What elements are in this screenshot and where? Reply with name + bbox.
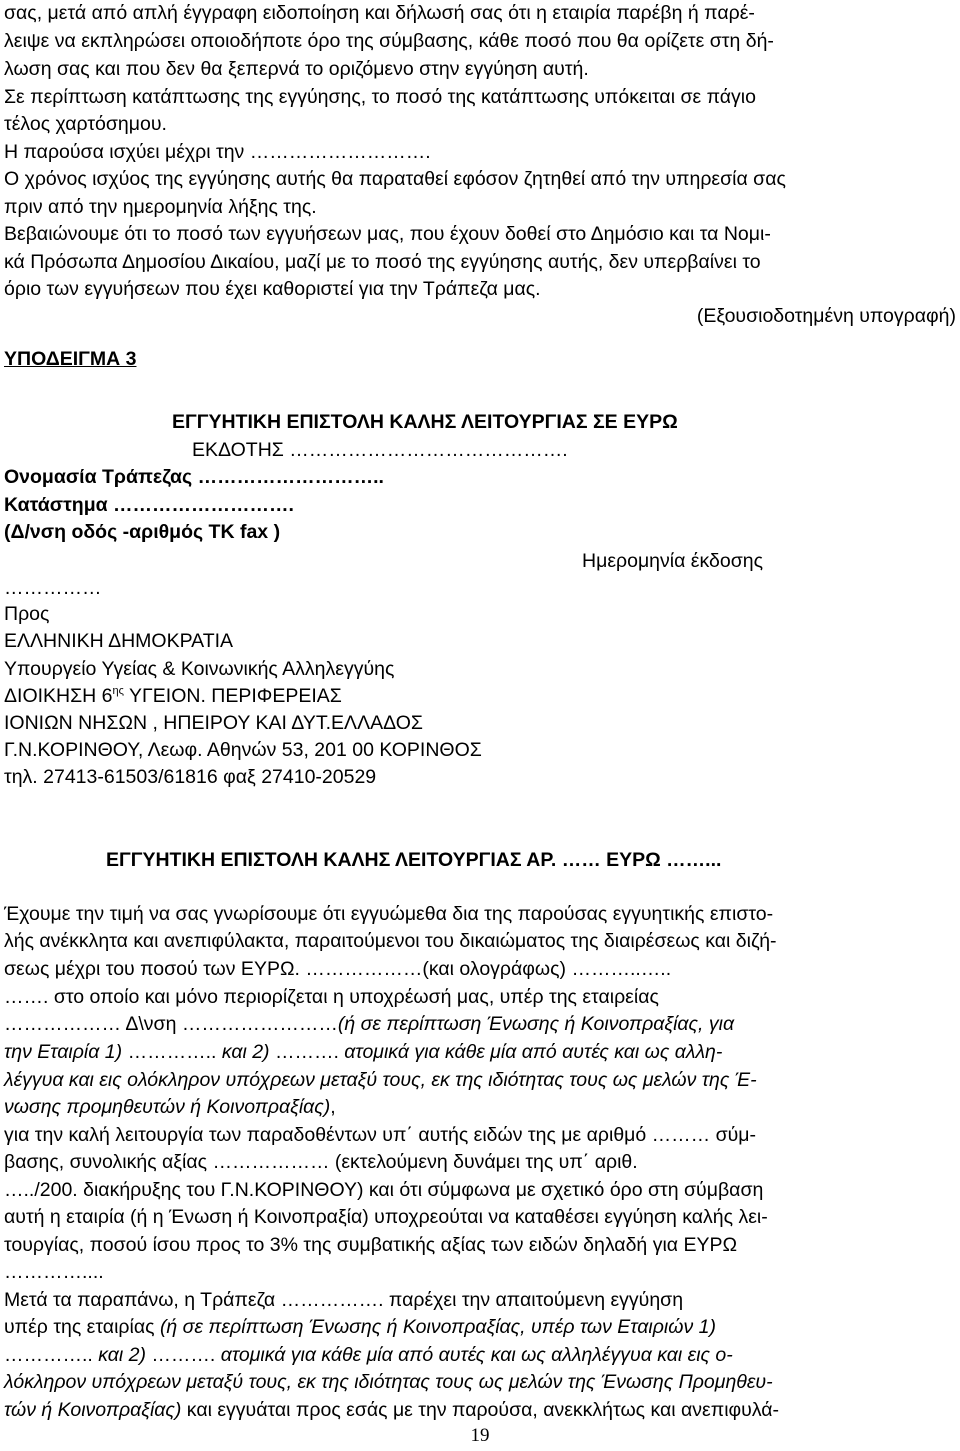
paragraph-line: όριο των εγγυήσεων που έχει καθοριστεί για την Τράπεζα μας. [4, 278, 541, 300]
body-italic-text: και 2) [92, 1344, 152, 1366]
recipient-line: ΕΛΛΗΝΙΚΗ ΔΗΜΟΚΡΑΤΙΑ [4, 630, 234, 652]
body-line [4, 1397, 779, 1424]
paragraph-line: Ο χρόνος ισχύος της εγγύησης αυτής θα παραταθεί εφόσον ζητηθεί από την υπηρεσία σας [4, 168, 786, 190]
body-line: ………….... [4, 1261, 104, 1283]
body-line: Μετά τα παραπάνω, η Τράπεζα ……………. παρέχει την απαιτούμενη εγγύηση [4, 1289, 684, 1311]
bank-name-line: Ονομασία Τράπεζας ……………………….. [4, 466, 384, 488]
recipient-line: τηλ. 27413-61503/61816 φαξ 27410-20529 [4, 766, 377, 788]
body-italic-text: τών ή Κοινοπραξίας) [4, 1399, 182, 1421]
body-line [4, 1342, 733, 1369]
paragraph-line: τέλος χαρτόσημου. [4, 113, 167, 135]
recipient-line: ΙΟΝΙΩΝ ΝΗΣΩΝ , ΗΠΕΙΡΟΥ ΚΑΙ ΔΥΤ.ΕΛΛΑΔΟΣ [4, 712, 423, 734]
validity-line: Η παρούσα ισχύει μέχρι την ………………………. [4, 141, 431, 163]
body-line: …../200. διακήρυξης του Γ.Ν.ΚΟΡΙΝΘΟΥ) και ότι σύμφωνα με σχετικό όρο στη σύμβαση [4, 1179, 764, 1201]
recipient-line: Γ.Ν.ΚΟΡΙΝΘΟΥ, Λεωφ. Αθηνών 53, 201 00 ΚΟΡΙΝΘΟΣ [4, 739, 482, 761]
body-line: ……. στο οποίο και μόνο περιορίζεται η υποχρέωσή μας, υπέρ της εταιρείας [4, 986, 659, 1008]
body-text: , [330, 1096, 336, 1118]
branch-line: Κατάστημα ………………………. [4, 494, 294, 516]
paragraph-line: λειψε να εκπληρώσει οποιοδήποτε όρο της σύμβασης, κάθε ποσό που θα ορίζετε στη δή- [4, 30, 774, 52]
body-line: βασης, συνολικής αξίας ……………… (εκτελούμενη δυνάμει της υπ΄ αριθ. [4, 1151, 638, 1173]
body-italic-text: και 2) [216, 1041, 275, 1063]
body-line: λής ανέκκλητα και ανεπιφύλακτα, παραιτούμενοι του δικαιώματος της διαιρέσεως και διζή- [4, 930, 777, 952]
paragraph-line: λωση σας και που δεν θα ξεπερνά το οριζόμενο στην εγγύηση αυτή. [4, 58, 589, 80]
body-line: για την καλή λειτουργία των παραδοθέντων υπ΄ αυτής ειδών της με αριθμό ……… σύμ- [4, 1124, 757, 1146]
body-text: ………….. [4, 1344, 93, 1366]
body-text: υπέρ της εταιρίας [4, 1316, 160, 1338]
body-line [4, 1011, 734, 1038]
letter-number-title: ΕΓΓΥΗΤΙΚΗ ΕΠΙΣΤΟΛΗ ΚΑΛΗΣ ΛΕΙΤΟΥΡΓΙΑΣ ΑΡ. …… ΕΥΡΩ ……... [106, 849, 722, 871]
body-italic-text: ατομικά για κάθε μία από αυτές και ως αλλη- [338, 1041, 723, 1063]
letter-title: ΕΓΓΥΗΤΙΚΗ ΕΠΙΣΤΟΛΗ ΚΑΛΗΣ ΛΕΙΤΟΥΡΓΙΑΣ ΣΕ ΕΥΡΩ [172, 411, 678, 433]
body-line: σεως μέχρι του ποσού των ΕΥΡΩ. ………………(και ολογράφως) ………..….. [4, 958, 672, 980]
body-line: λόκληρον υπόχρεων μεταξύ τους, εκ της ιδιότητας τους ως μελών της Ένωσης Προμηθευ- [4, 1371, 773, 1393]
body-line: λέγγυα και εις ολόκληρον υπόχρεων μεταξύ τους, εκ της ιδιότητας τους ως μελών της Έ- [4, 1069, 757, 1091]
body-text: και εγγυάται προς εσάς με την παρούσα, ανεκκλήτως και ανεπιφυλά- [181, 1399, 780, 1421]
body-line [4, 1314, 716, 1341]
recipient-text: ΔΙΟΙΚΗΣΗ 6 [4, 685, 113, 707]
paragraph-line: Βεβαιώνουμε ότι το ποσό των εγγυήσεων μας, που έχουν δοθεί στο Δημόσιο και τα Νομι- [4, 223, 771, 245]
body-italic-text: (ή σε περίπτωση Ένωσης ή Κοινοπραξίας, υπέρ των Εταιριών 1) [159, 1316, 716, 1338]
body-italic-text: νωσης προμηθευτών ή Κοινοπραξίας) [4, 1096, 331, 1118]
dots-line: …………… [4, 577, 102, 599]
page-number: 19 [470, 1425, 490, 1446]
address-line: (Δ/νση οδός -αριθμός ΤΚ fax ) [4, 521, 281, 543]
body-line: τουργίας, ποσού ίσου προς το 3% της συμβατικής αξίας των ειδών δηλαδή για ΕΥΡΩ [4, 1234, 738, 1256]
body-line [4, 1094, 336, 1121]
recipient-text: ΥΓΕΙΟΝ. ΠΕΡΙΦΕΡΕΙΑΣ [123, 685, 342, 707]
paragraph-line: Σε περίπτωση κατάπτωσης της εγγύησης, το ποσό της κατάπτωσης υπόκειται σε πάγιο [4, 86, 756, 108]
body-italic-text: (ή σε περίπτωση Ένωσης ή Κοινοπραξίας, για [337, 1013, 735, 1035]
to-label: Προς [4, 603, 50, 625]
issue-date-label: Ημερομηνία έκδοσης [582, 550, 763, 572]
body-text: ………. [274, 1041, 339, 1063]
authorized-signature: (Εξουσιοδοτημένη υπογραφή) [696, 305, 956, 327]
recipient-line: Υπουργείο Υγείας & Κοινωνικής Αλληλεγγύης [4, 658, 395, 680]
issuer-line: ΕΚΔΟΤΗΣ ……………………………………. [192, 439, 568, 461]
body-italic-text: την Εταιρία 1) [4, 1041, 128, 1063]
body-line: αυτή η εταιρία (ή η Ένωση ή Κοινοπραξία) υποχρεούται να καταθέσει εγγύηση καλής λει- [4, 1206, 768, 1228]
recipient-line [4, 683, 342, 710]
body-text: ………. [151, 1344, 216, 1366]
paragraph-line: πριν από την ημερομηνία λήξης της. [4, 196, 317, 218]
body-line: Έχουμε την τιμή να σας γνωρίσουμε ότι εγγυώμεθα δια της παρούσας εγγυητικής επιστο- [4, 903, 774, 925]
example-heading: ΥΠΟΔΕΙΓΜΑ 3 [4, 348, 137, 370]
body-text: ………….. [127, 1041, 217, 1063]
body-italic-text: ατομικά για κάθε μία από αυτές και ως αλληλέγγυα και εις ο- [215, 1344, 733, 1366]
ordinal-superscript: ης [112, 685, 124, 697]
body-text: ……………… Δ\νση …………………… [4, 1013, 338, 1035]
paragraph-line: σας, μετά από απλή έγγραφη ειδοποίηση και δήλωσή σας ότι η εταιρία παρέβη ή παρέ- [4, 2, 755, 24]
body-line [4, 1039, 722, 1066]
paragraph-line: κά Πρόσωπα Δημοσίου Δικαίου, μαζί με το ποσό της εγγύησης αυτής, δεν υπερβαίνει το [4, 251, 761, 273]
